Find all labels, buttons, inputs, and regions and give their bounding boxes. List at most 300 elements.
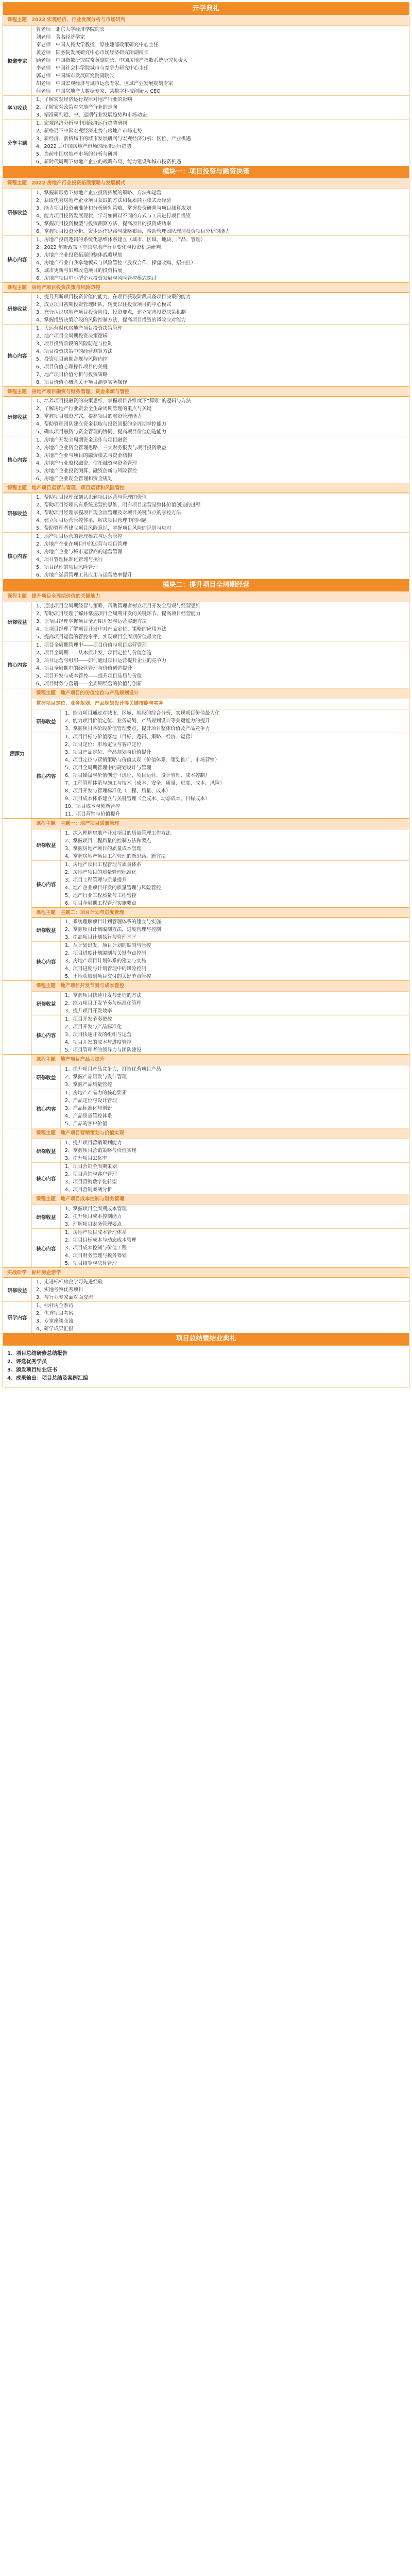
list-item: 3、让项目经理掌握项目全周期开发与运营实施方法 [36, 619, 147, 624]
m5-core-row [32, 1089, 409, 1128]
topic-label: 课程主题 [36, 821, 56, 826]
list-item: 2、新格局下中国宏观经济走势与房地产市场走势 [36, 128, 142, 134]
list-item: 2、项目定位：市场定位与客户定位 [65, 742, 142, 748]
m3b-block [3, 818, 409, 980]
core-label: 核心内容 [3, 236, 32, 282]
goals-list [3, 1345, 409, 1387]
list-item: 1、掌握项目快速开发与建造的方法 [65, 993, 142, 998]
list-item: 1、能力项目通过对城市、区域、地段的综合分析，实现项目价值最大化 [65, 710, 220, 716]
list-item: 6、房地产运营管理工具应用与运营效率提升 [36, 572, 132, 578]
list-item: 3、掌握项目融资方式，提高项目的融资管理能力 [36, 414, 142, 419]
topic-text: 2022 宏观经济、行业发展分析与市场研判 [31, 17, 126, 23]
list-item: 2、房地产项目的质量管理标准化 [65, 870, 137, 875]
m7-topic [32, 1194, 409, 1205]
topic-text: 地产项目营销策划与价值实现 [60, 1130, 125, 1136]
list-item: 3、专家座谈交流 [36, 1318, 74, 1324]
m2-core-row [3, 641, 409, 688]
m3b-nested [32, 819, 409, 980]
topic-label: 课程主题 [36, 983, 56, 989]
list-item: 3、理解项目财务管理要点 [65, 1222, 122, 1227]
gain-label: 研修收益 [32, 992, 61, 1015]
list-item: 3、项目产品定位、产品规划与价值提升 [65, 750, 151, 755]
list-item: 2、提升项目成本控制能力 [65, 1214, 122, 1219]
m3c-core-row [32, 941, 409, 980]
m1-core4-row [3, 532, 409, 579]
list-item: 3、项目成本控制与价值工程 [65, 1245, 127, 1251]
list-item: 1、掌握项目全周期成本管理 [65, 1206, 127, 1212]
list-item: 5、城市更新与旧城改造项目的投资拓展 [36, 268, 123, 274]
m3c-topic [32, 907, 409, 918]
topic-label: 课程主题 [36, 1057, 56, 1062]
gain-list [32, 494, 409, 532]
list-item: 曹老师 北京大学经济学院院长 [36, 27, 105, 32]
list-item: 4、地产企业项目开发的质量管理与风险管控 [65, 885, 161, 891]
topic-text: 标杆房企游学 [31, 1270, 61, 1276]
topic-text: 房地产项目投资决策与风险防控 [31, 285, 100, 291]
list-item: 1、房地产项目成本管理体系 [65, 1230, 127, 1235]
list-item: 3、提高项目计划执行与管理水平 [65, 935, 137, 940]
topic-label: 课程主题 [36, 1196, 56, 1202]
topic-label: 课程主题 [36, 690, 56, 696]
list-item: 4、房地产行业股权融资、信托融资与资金管理 [36, 461, 138, 466]
m5-nested [32, 1055, 409, 1128]
core-label: 核心内容 [3, 436, 32, 483]
m3b-gain-row [32, 829, 409, 860]
topic-text: 主题二：项目计划与进度管理 [60, 910, 125, 916]
list-item: 5、当前中国房地产市场的分析与研判 [36, 151, 118, 157]
list-item: 11、项目营销与价值提升 [65, 811, 121, 817]
core-list [32, 436, 409, 483]
m2-topic [3, 591, 409, 602]
list-item: 4、项目财务管理与税务筹划 [65, 1253, 127, 1259]
m7-group-label [3, 1194, 32, 1267]
list-item: 4、项目进度与计划管理中的风险控制 [65, 966, 147, 972]
list-item: 4、产品质量管控体系 [65, 1113, 112, 1119]
m3-core-row [32, 733, 409, 818]
list-item: 5、土地获取到项目交付的关键节点管控 [65, 974, 151, 979]
m5-gain-row [32, 1065, 409, 1089]
list-item: 刘老师 著名经济学家 [36, 35, 85, 40]
list-item: 3、掌握产品质量管控 [65, 1082, 112, 1088]
list-item: 顾老师 中国指数研究院常务副院长、中国房地产指数系统研究负责人 [36, 58, 188, 63]
list-item: 3、房地产企业与城市运营商的运营管理 [36, 549, 123, 555]
list-item: 1、房地产投资逻辑的系统化思维体系建立（城市、区域、地块、产品、管理） [36, 237, 206, 243]
list-item: 6、新时代周期下房地产企业的战略布局、能力建设和城市投资机遇 [36, 159, 181, 165]
topic-label: 课程主题 [7, 485, 27, 491]
share-label: 分享主题 [3, 120, 32, 166]
topic-text: 地产项目运营与管理、项目运营和风险管控 [31, 485, 125, 491]
m3-nested [32, 688, 409, 818]
core-label: 核心内容 [32, 733, 61, 818]
m4-group-label [3, 981, 32, 1054]
m4-topic [32, 981, 409, 991]
m3-topic [32, 688, 409, 699]
opening-header: 开学典礼 [3, 3, 409, 15]
list-item: 1、大运营时代房地产项目投资决策管理 [36, 326, 123, 331]
list-item: 2、掌握项目工程质量的控制方法和要点 [65, 838, 151, 844]
core-list [61, 861, 409, 907]
list-item: 6、项目财务与营销——全周期经营的价值与创新 [36, 681, 142, 687]
list-item: 2、项目营销与客户管理 [65, 1172, 117, 1177]
list-item: 1、房地产开发全周期资金运作与项目融资 [36, 437, 128, 443]
research-core-row [3, 1301, 409, 1333]
list-item: 1、通过项目全周期经营与策略，帮助管理者树立项目开发全局观与经营思维 [36, 603, 201, 609]
list-item: 4、建立项目运营管控体系，解决项目管理中的问题 [36, 518, 147, 523]
list-item: 4、项目开发的成本与进度管控 [65, 1040, 132, 1045]
m3-group-label: 溯源力 [3, 688, 32, 818]
list-item: 2、实地考察优秀项目 [36, 1287, 83, 1293]
goal-item: 2、评选优秀学员 [7, 1359, 47, 1365]
m6-gain-row [32, 1139, 409, 1162]
core-label: 核心内容 [32, 1163, 61, 1194]
gain-label: 研修收益 [3, 293, 32, 324]
topic-label: 课程主题 [7, 285, 27, 291]
core-list [61, 1015, 409, 1054]
list-item: 5、帮助管理者建立项目风险意识，掌握项目风险的识别与应对 [36, 526, 171, 531]
m1-core-row [3, 235, 409, 282]
list-item: 3、帮助项目经理掌握项目现金流管理及对项目关键节点的掌控方法 [36, 510, 181, 516]
gain-label: 研修收益 [3, 189, 32, 235]
list-item: 1、系统理解项目计划管理体系的建立与实施 [65, 919, 161, 925]
list-item: 胡老师 中国宏观经济与城市运营专家、区域产业发展规划专家 [36, 81, 174, 87]
list-item: 4、让项目经理了解项目开发中对产品定位、策略的应用方法 [36, 626, 167, 632]
list-item: 4、项目投资决策中的经营测算方法 [36, 349, 113, 354]
m1-gain-row [3, 189, 409, 235]
list-item: 4、项目全周期中的经营管理与价值创造提升 [36, 666, 132, 671]
s1-share-row [3, 119, 409, 166]
list-item: 4、项目营销案例分析 [65, 1187, 112, 1193]
core-list [32, 325, 409, 386]
list-item: 5、提高项目运营的管控水平，实现项目全周期价值最大化 [36, 634, 162, 640]
list-item: 1、走进标杆房企学习先进经验 [36, 1279, 103, 1285]
m1-topic3 [3, 386, 409, 397]
list-item: 1、房地产项目工程管理与质量体系 [65, 862, 142, 868]
core-label: 核心内容 [3, 325, 32, 386]
learn-label: 学习收获 [3, 96, 32, 119]
list-item: 3、项目快速开发的组织与运营 [65, 1032, 132, 1038]
list-item: 5、产品的客户价值 [65, 1121, 108, 1127]
list-item: 7、地产项目价值分析与投资策略 [36, 372, 108, 378]
list-item: 8、项目价值心概念关于项目测算实务操作 [36, 380, 128, 385]
m3c-gain-row [32, 918, 409, 941]
gain-list [32, 293, 409, 324]
goal-item: 1、项目总结研修总结报告 [7, 1351, 67, 1357]
list-item: 2、帮助项目经理了解并掌握项目全周期开发的关键环节，提高项目经营能力 [36, 611, 201, 617]
core-list [32, 641, 409, 688]
gain-list [32, 1278, 409, 1301]
list-item: 1、了解宏观经济运行规律对地产行业的影响 [36, 97, 132, 103]
core-label: 核心内容 [32, 1229, 61, 1267]
m2-gain-row [3, 602, 409, 641]
list-item: 黄老师 国务院发展研究中心市场经济研究所副所长 [36, 50, 149, 56]
topic-label: 课程主题 [7, 594, 27, 599]
gain-list [61, 829, 409, 860]
core-list [32, 533, 409, 579]
list-item: 6、项目全周期工程管理实施要点 [65, 901, 137, 906]
topic-label: 课程主题 [36, 1130, 56, 1136]
list-item: 秦老师 中国人民大学教授、原住建部政策研究中心主任 [36, 42, 159, 48]
m7-core-row [32, 1228, 409, 1267]
m7-block [3, 1194, 409, 1267]
list-item: 3、能力项目投资前准备和分析研判策略，掌握投资研判与项目测算规划 [36, 206, 191, 211]
m5-block [3, 1054, 409, 1128]
list-item: 3、与行业专家面对面交流 [36, 1295, 93, 1300]
gain-list [32, 602, 409, 641]
list-item: 5、项目结算与决算管理 [65, 1261, 117, 1266]
list-item: 4、研学成果汇报 [36, 1326, 74, 1332]
list-item: 2、能力项目开发节奏与标准化管理 [65, 1001, 142, 1006]
list-item: 李老师 中国社会科学院城市与竞争力研究中心主任 [36, 65, 149, 71]
topic-text: 房地产项目融资与财务管理、资金来源与管控 [31, 389, 130, 395]
list-item: 6、房地产企业现金管理和资金规划 [36, 476, 113, 482]
list-item: 5、项目管理者的领导力与团队建设 [65, 1047, 142, 1053]
core-label: 核心内容 [3, 641, 32, 688]
list-item: 4、房地产行业自我拿地模式与风险管控（股权合作、操盘收购、招拍挂） [36, 260, 196, 266]
gain-label: 研修收益 [3, 494, 32, 532]
list-item: 2、了解房地产行业资金全生命周期管理的重点与关键 [36, 406, 152, 412]
list-item: 4、帮助管理团队建立资金获取与投资回报的全周期掌控能力 [36, 421, 167, 427]
list-item: 2、获取优秀房地产企业项目获取的方法和优质商业模式及经验 [36, 198, 171, 204]
m6-group-label [3, 1128, 32, 1194]
m1-header: 模块一：项目投资与融资决策 [3, 166, 409, 178]
list-item: 4、能力项目投资发展现状，学习如何以不同的方式与工具进行项目投资 [36, 213, 191, 219]
m5-group-label [3, 1055, 32, 1128]
list-item: 何老师 中国房地产大数据专家、某数字科技创始人 CEO [36, 89, 161, 94]
list-item: 5、项目经理的项目风险管理 [36, 565, 98, 570]
list-item: 1、提升判断项目投资价值的能力，在项目获取阶段具备项目决策的能力 [36, 294, 191, 300]
gain-label: 研修收益 [32, 1065, 61, 1089]
list-item: 2、项目进度计划编制与关键节点控制 [65, 951, 147, 956]
list-item: 5、项目全周期管理中的规划设计与管理 [65, 765, 151, 771]
list-item: 3、产品标准化与创新 [65, 1106, 112, 1111]
gain-label: 研修收益 [3, 397, 32, 436]
gain-list [61, 992, 409, 1015]
m3b-topic [32, 819, 409, 829]
goal-item: 4、成果输出：项目总结及案例汇编 [7, 1376, 88, 1381]
gain-list [32, 189, 409, 235]
list-item: 3、掌握房地产项目的质量成本管理 [65, 846, 142, 852]
m1-topic2 [3, 282, 409, 293]
m3b-core-row [32, 860, 409, 907]
m5-topic [32, 1055, 409, 1065]
m6-core-row [32, 1162, 409, 1194]
m4-gain-row [32, 991, 409, 1015]
gain-list [61, 1205, 409, 1228]
share-list [32, 120, 409, 166]
list-item: 1、宏观经济分析与中国经济运行趋势研判 [36, 121, 128, 126]
list-item: 10、项目成本与创新管控 [65, 804, 121, 809]
list-item: 8、项目开发与管理标准化（工程、质量、成本） [65, 788, 171, 794]
topic-text: 地产项目开发节奏与成本管控 [60, 983, 125, 989]
list-item: 3、充分认识房地产项目投资阶段、投资要点，建立完善投资决策机制 [36, 310, 186, 315]
list-item: 2、掌握产品研发与设计管理 [65, 1074, 127, 1080]
m4-nested [32, 981, 409, 1054]
topic-label: 课程主题 [7, 389, 27, 395]
list-item: 4、掌握投资决策阶段的风险控制方法，提高项目投资的风险应对能力 [36, 317, 186, 323]
m4-core-row [32, 1015, 409, 1054]
m1-core3-row [3, 436, 409, 483]
list-item: 3、项目投资阶段的风险防范与控制 [36, 341, 113, 347]
list-item: 3、提升项目开发效率 [65, 1008, 112, 1014]
list-item: 1、项目全周期管理中——项目价值与项目运营管理 [36, 642, 147, 648]
core-list [61, 1089, 409, 1128]
topic-text: 提升项目全周期价值的关键能力 [31, 594, 100, 599]
m7-nested [32, 1194, 409, 1267]
gain-label: 研修收益 [32, 918, 61, 941]
list-item: 3、精准研判近、中、远期行业发展趋势和市场动态 [36, 112, 147, 118]
list-item: 3、项目营销数字化转型 [65, 1179, 117, 1185]
closing-header: 项目总结暨结业典礼 [3, 1333, 409, 1345]
s1-topic [3, 15, 409, 25]
gain-label: 研修收益 [32, 1139, 61, 1162]
list-item: 2、房地产企业在项目中的运营与项目管理 [36, 541, 128, 547]
list-item: 1、项目目标与价值落地（目标、逻辑、策略、经济、运营） [65, 734, 196, 740]
core-list [61, 1229, 409, 1267]
list-item: 5、项目开发与成本管控——提升项目品质与价值 [36, 673, 142, 679]
list-item: 3、新经济、新格局下的城市发展研判与宏观经济分析：区位、产业机遇 [36, 136, 191, 142]
list-item: 2、地产项目全周期投资决策逻辑 [36, 333, 108, 339]
list-item: 6、项目价值心理操作项目的关键 [36, 364, 108, 370]
gain-label: 研修收益 [3, 602, 32, 641]
gain-label: 研修收益 [32, 709, 61, 733]
s1-experts-row [3, 25, 409, 95]
list-item: 7、工程管理体系与施工与技术（成本、安全、质量、进度、成本、风险） [65, 781, 225, 786]
list-item: 3、房地产企业投资拓展的整体战略规划 [36, 252, 123, 258]
core-label: 核心内容 [3, 533, 32, 579]
list-item: 3、项目工程管理与质量提升 [65, 877, 127, 883]
list-item: 1、提升项目产品竞争力，打造优秀项目产品 [65, 1066, 161, 1072]
gain-list [61, 1139, 409, 1162]
m7-gain-row [32, 1205, 409, 1228]
topic-label: 课程主题 [7, 17, 27, 23]
list-item: 1、项目营销全周期策划 [65, 1164, 117, 1170]
list-item: 4、2022 后中国房地产市场的经济运行趋势 [36, 144, 132, 149]
m6-block [3, 1128, 409, 1194]
list-item: 1、地产项目运营的管理模式与运营管控 [36, 534, 123, 539]
m1-gain3-row [3, 397, 409, 436]
m2-header: 模块二：提升项目全周期经营 [3, 579, 409, 591]
gain-label: 研修收益 [32, 829, 61, 860]
list-item: 3、房地产项目计划体系的建立与实施 [65, 958, 147, 964]
list-item: 6、房地产项目中小型企业投资发展与风险管控模式探讨 [36, 276, 157, 281]
list-item: 5、掌握项目投资模型与投资测算方法，提高项目的投资成功率 [36, 221, 171, 227]
list-item: 5、地产行业工程质量与工程管控 [65, 893, 137, 899]
m3-gain-row [32, 709, 409, 733]
topic-label: 实战研学 [7, 1270, 27, 1276]
gain-label: 研修收益 [3, 1278, 32, 1301]
m1-core2-row [3, 324, 409, 386]
list-item: 郭老师 中国城市发展研究院副院长 [36, 73, 115, 79]
list-item: 5、投资项目前期合规与风险内控 [36, 357, 108, 362]
list-item: 3、项目运营与组织——如何通过项目运营提升企业的竞争力 [36, 658, 167, 664]
list-item: 2、帮助项目经理具有系统运营的思维，明白项目运营是整体价值创造的过程 [36, 502, 201, 508]
learn-list [32, 96, 409, 119]
list-item: 4、项目定位与营销策略与价值实现（价值体系、策划推广、市场营销） [65, 757, 220, 763]
list-item: 9、项目成本体系建立与关键管理（全成本、动态成本、目标成本） [65, 796, 210, 802]
core-label: 核心内容 [32, 861, 61, 907]
gain-list [61, 918, 409, 941]
core-list [61, 942, 409, 980]
list-item: 2、产品定位与设计管理 [65, 1098, 117, 1104]
list-item: 2、项目开发与产品标准化 [65, 1024, 122, 1030]
m6-topic [32, 1128, 409, 1139]
list-item: 2、优秀项目考察 [36, 1311, 74, 1316]
list-item: 1、标杆房企参访 [36, 1303, 74, 1309]
research-gain-row [3, 1278, 409, 1301]
m1-gain4-row [3, 493, 409, 532]
gain-label: 研修收益 [32, 1205, 61, 1228]
m6-nested [32, 1128, 409, 1194]
m4-block [3, 980, 409, 1054]
list-item: 1、项目开发节奏把控 [65, 1016, 112, 1022]
list-item: 1、深入理解房地产开发项目的质量管理工作方法 [65, 831, 171, 836]
gain-list [32, 397, 409, 436]
core-list [61, 1163, 409, 1194]
list-item: 2、掌握项目营销策略与价值实现 [65, 1148, 137, 1154]
list-item: 4、项目管理标准化管理与执行 [36, 557, 103, 563]
topic-text: 地产项目的价值定位与产品规划设计 [60, 690, 139, 696]
gain-list [61, 709, 409, 733]
m1-gain2-row [3, 293, 409, 324]
gain-list [61, 1065, 409, 1089]
core-label: 核心内容 [32, 942, 61, 980]
list-item: 2、2022 年新政策下中国房地产行业变化与投资机遇研判 [36, 245, 161, 250]
topic-text: 主题一：地产项目质量管理 [60, 821, 119, 826]
list-item: 6、项目操盘与价值创造（选址、项目运营、设计管理、成本控制） [65, 773, 210, 778]
list-item: 3、掌握项目各阶段价值管理要点，提升项目整体价值及产品竞争力 [65, 726, 210, 732]
goal-item: 3、颁发项目结业证书 [7, 1367, 57, 1373]
m3-sub: 掌握项目定位、业务规划、产品规划设计等关键技能与实务 [32, 699, 409, 709]
m1-topic4 [3, 483, 409, 493]
list-item: 3、提升项目去化率 [65, 1156, 108, 1161]
list-item: 3、房地产企业与项目的融资模式与资金结构 [36, 453, 132, 459]
list-item: 5、确认项目融资与资金管理的协同，提高项目价值创造能力 [36, 429, 167, 435]
m3b-group-label [3, 819, 32, 980]
list-item: 1、掌握新形势下房地产企业投资拓展的策略、方法和运营 [36, 190, 162, 196]
list-item: 2、能力项目价值定位、业务规划、产品规划设计等关键能力的提升 [65, 718, 210, 724]
research-topic [3, 1267, 409, 1278]
core-list [32, 236, 409, 282]
experts-list [32, 26, 409, 95]
list-item: 4、掌握房地产项目工程管理的新思路、新方法 [65, 854, 166, 859]
topic-label: 课程主题 [36, 910, 56, 916]
list-item: 1、帮助项目经理深刻认识到项目运营与管理的价值 [36, 495, 147, 500]
list-item: 2、了解宏观政策对房地产行业的走向 [36, 105, 118, 110]
list-item: 2、项目全周期——从本质出发，项目定位与价值创造 [36, 650, 152, 656]
core-label: 核心内容 [32, 1089, 61, 1128]
m3-block [3, 688, 409, 818]
core-list [61, 733, 409, 818]
core-list [32, 1302, 409, 1333]
list-item: 1、从计划出发，项目计划的编制与管控 [65, 943, 151, 948]
list-item: 1、培养项目投融资的决策思维，掌握项目各维度下“算账”的逻辑与方法 [36, 398, 191, 404]
core-label: 核心内容 [32, 1015, 61, 1054]
topic-text: 2022 房地产行业投资拓展策略与发展模式 [31, 180, 126, 186]
topic-text: 地产项目成本控制与财务管理 [60, 1196, 125, 1202]
course-page [3, 2, 409, 1387]
list-item: 5、房地产企业投资测算、融资创新与风险管控 [36, 468, 138, 474]
s1-learn-row [3, 95, 409, 119]
list-item: 2、成立项目初期投资管理团队，转变以往投资项目的中心模式 [36, 302, 171, 308]
list-item: 2、掌握项目计划编制方法，进度管理与控制 [65, 927, 161, 933]
experts-label: 拟邀专家 [3, 26, 32, 95]
list-item: 2、项目目标成本与动态成本管理 [65, 1238, 137, 1243]
m1-topic [3, 178, 409, 189]
list-item: 1、房地产产品力的核心要素 [65, 1090, 127, 1096]
topic-label: 课程主题 [7, 180, 27, 186]
core-label: 研学内容 [3, 1302, 32, 1333]
topic-text: 地产项目产品力提升 [60, 1057, 105, 1062]
